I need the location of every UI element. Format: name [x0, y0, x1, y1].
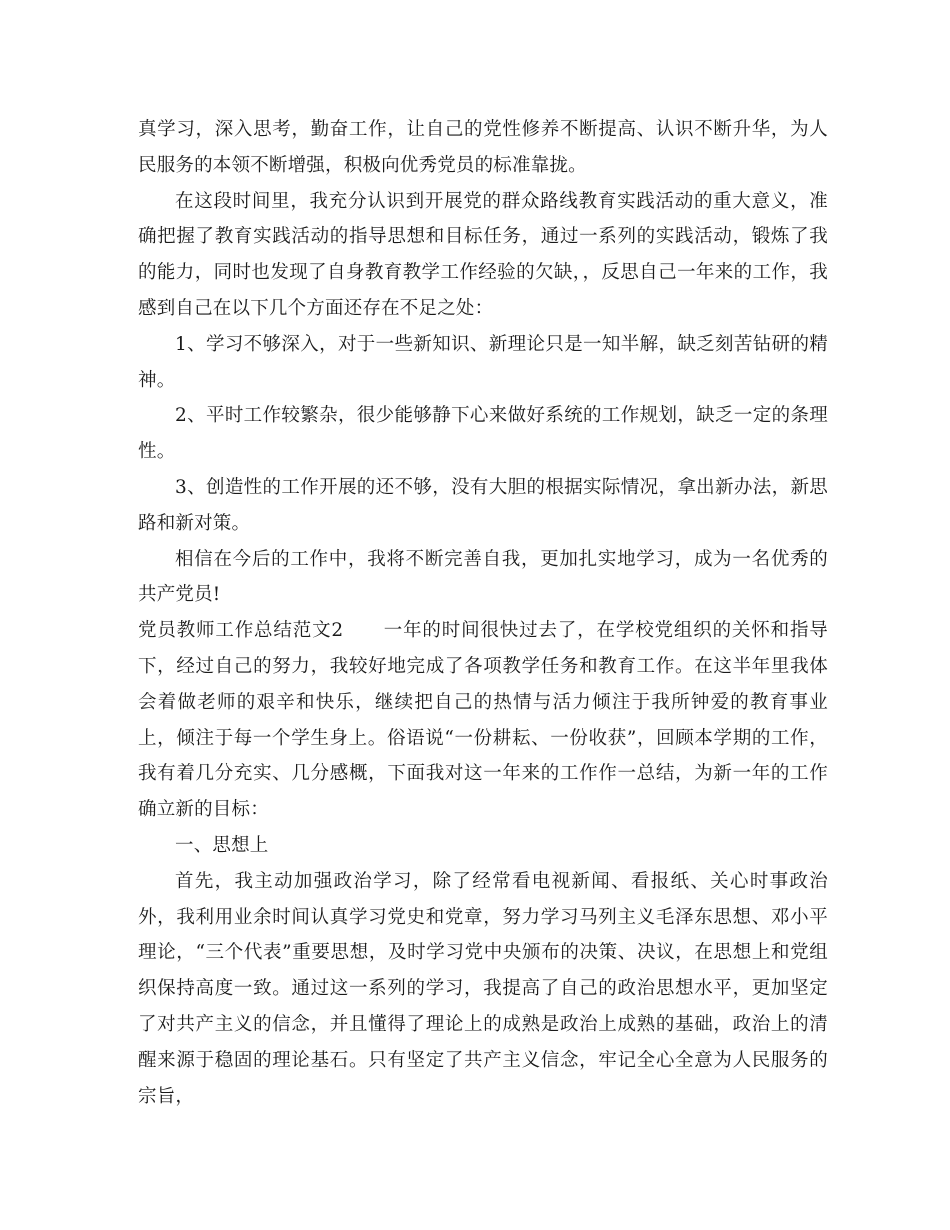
list-item-3: 3、创造性的工作开展的还不够，没有大胆的根据实际情况，拿出新办法，新思路和新对策。 — [138, 476, 828, 534]
closing-paragraph: 首先，我主动加强政治学习，除了经常看电视新闻、看报纸、关心时事政治外，我利用业余时间认真学习党史和党章，努力学习马列主义毛泽东思想、邓小平理论，“三个代表”重要思想，及时学习党中央颁布的决策、决议，在思想上和党组织保持高度一致。通过这一系列的学习，我提高了自己的政治思想水平，更加坚定了对共产主义的信念，并且懂得了理论上的成熟是政治上成熟的基础，政治上的清醒来源于稳固的理论基石。只有坚定了共产主义信念，牢记全心全意为人民服务的宗旨， — [138, 870, 828, 1107]
section-title: 党员教师工作总结范文2 — [138, 620, 344, 642]
section-paragraph — [138, 613, 828, 828]
subheading: 一、思想上 — [175, 834, 269, 856]
paragraph-conclusion: 相信在今后的工作中，我将不断完善自我，更加扎实地学习，成为一名优秀的共产党员! — [138, 548, 828, 606]
list-item-1: 1、学习不够深入，对于一些新知识、新理论只是一知半解，缺乏刻苦钻研的精神。 — [138, 333, 828, 391]
list-item-2: 2、平时工作较繁杂，很少能够静下心来做好系统的工作规划，缺乏一定的条理性。 — [138, 405, 828, 463]
section-intro: 一年的时间很快过去了，在学校党组织的关怀和指导下，经过自己的努力，我较好地完成了各项教学任务和教育工作。在这半年里我体会着做老师的艰辛和快乐，继续把自己的热情与活力倾注于我所钟爱的教育事业上，倾注于每一个学生身上。俗语说“一份耕耘、一份收获”，回顾本学期的工作，我有着几分充实、几分感概，下面我对这一年来的工作作一总结，为新一年的工作确立新的目标： — [138, 620, 828, 821]
paragraph-2: 在这段时间里，我充分认识到开展党的群众路线教育实践活动的重大意义，准确把握了教育实践活动的指导思想和目标任务，通过一系列的实践活动，锻炼了我的能力，同时也发现了自身教育教学工作经验的欠缺，，反思自己一年来的工作，我感到自己在以下几个方面还存在不足之处： — [138, 190, 828, 319]
document-body — [138, 112, 828, 1114]
paragraph-1: 真学习，深入思考，勤奋工作，让自己的党性修养不断提高、认识不断升华，为人民服务的本领不断增强，积极向优秀党员的标准靠拢。 — [138, 119, 828, 176]
